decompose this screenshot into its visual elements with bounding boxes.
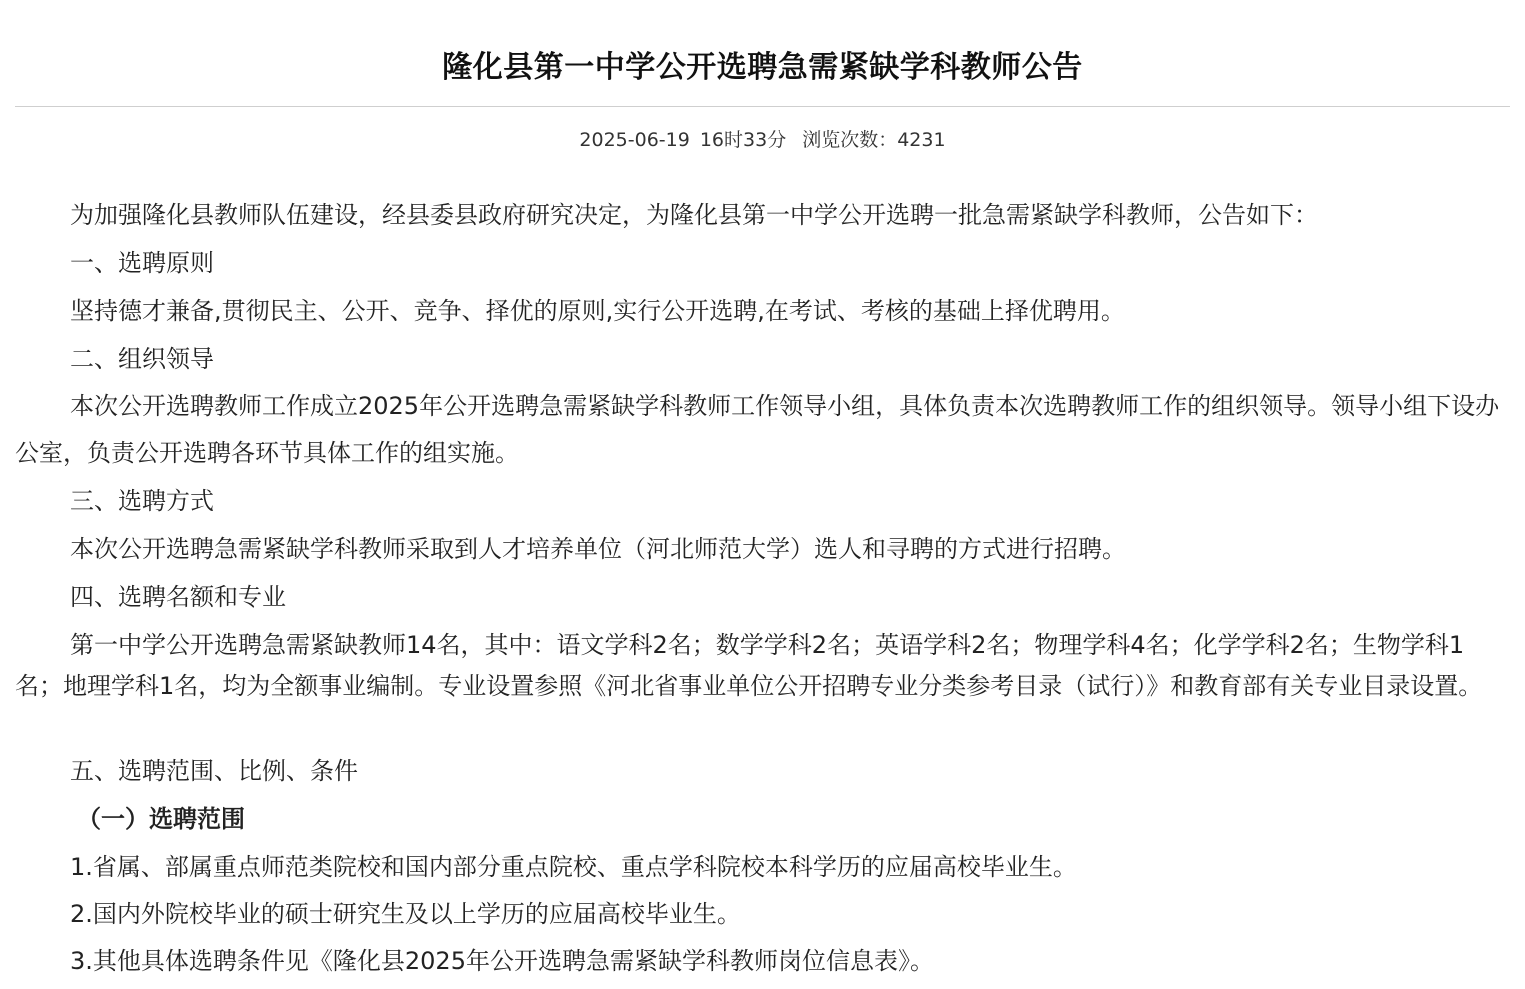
article-title: 隆化县第一中学公开选聘急需紧缺学科教师公告 xyxy=(442,50,1083,85)
section-heading-quota: 四、选聘名额和专业 xyxy=(70,583,286,611)
section-text-principles: 坚持德才兼备,贯彻民主、公开、竞争、择优的原则,实行公开选聘,在考试、考核的基础上择优聘用。 xyxy=(70,297,1125,325)
article-body xyxy=(15,191,1510,985)
title-divider xyxy=(15,106,1510,107)
section-heading-principles: 一、选聘原则 xyxy=(70,249,214,277)
views-count: 4231 xyxy=(897,129,946,151)
scope-item-1: 1.省属、部属重点师范类院校和国内部分重点院校、重点学科院校本科学历的应届高校毕业生。 xyxy=(70,853,1077,881)
scope-item-3: 3.其他具体选聘条件见《隆化县2025年公开选聘急需紧缺学科教师岗位信息表》。 xyxy=(70,947,934,975)
intro-paragraph: 为加强隆化县教师队伍建设，经县委县政府研究决定，为隆化县第一中学公开选聘一批急需紧缺学科教师，公告如下： xyxy=(70,201,1318,229)
scope-item-2: 2.国内外院校毕业的硕士研究生及以上学历的应届高校毕业生。 xyxy=(70,900,741,928)
section-text-method: 本次公开选聘急需紧缺学科教师采取到人才培养单位（河北师范大学）选人和寻聘的方式进行招聘。 xyxy=(70,535,1126,563)
section-heading-organization: 二、组织领导 xyxy=(70,345,214,373)
section-heading-scope: 五、选聘范围、比例、条件 xyxy=(70,757,358,785)
article-meta xyxy=(15,127,1510,153)
views-label: 浏览次数： xyxy=(802,129,898,151)
subsection-heading-scope: （一）选聘范围 xyxy=(77,805,245,833)
section-heading-method: 三、选聘方式 xyxy=(70,487,214,515)
section-text-quota: 第一中学公开选聘急需紧缺教师14名，其中：语文学科2名；数学学科2名；英语学科2名；物理学科4名；化学学科2名；生物学科1名；地理学科1名，均为全额事业编制。专业设置参照《河北省事业单位公开招聘专业分类参考目录（试行）》和教育部有关专业目录设置。 xyxy=(15,631,1483,700)
publish-time: 16时33分 xyxy=(699,129,787,151)
publish-date: 2025-06-19 xyxy=(579,129,690,151)
section-text-organization: 本次公开选聘教师工作成立2025年公开选聘急需紧缺学科教师工作领导小组，具体负责本次选聘教师工作的组织领导。领导小组下设办公室，负责公开选聘各环节具体工作的组实施。 xyxy=(15,392,1500,467)
